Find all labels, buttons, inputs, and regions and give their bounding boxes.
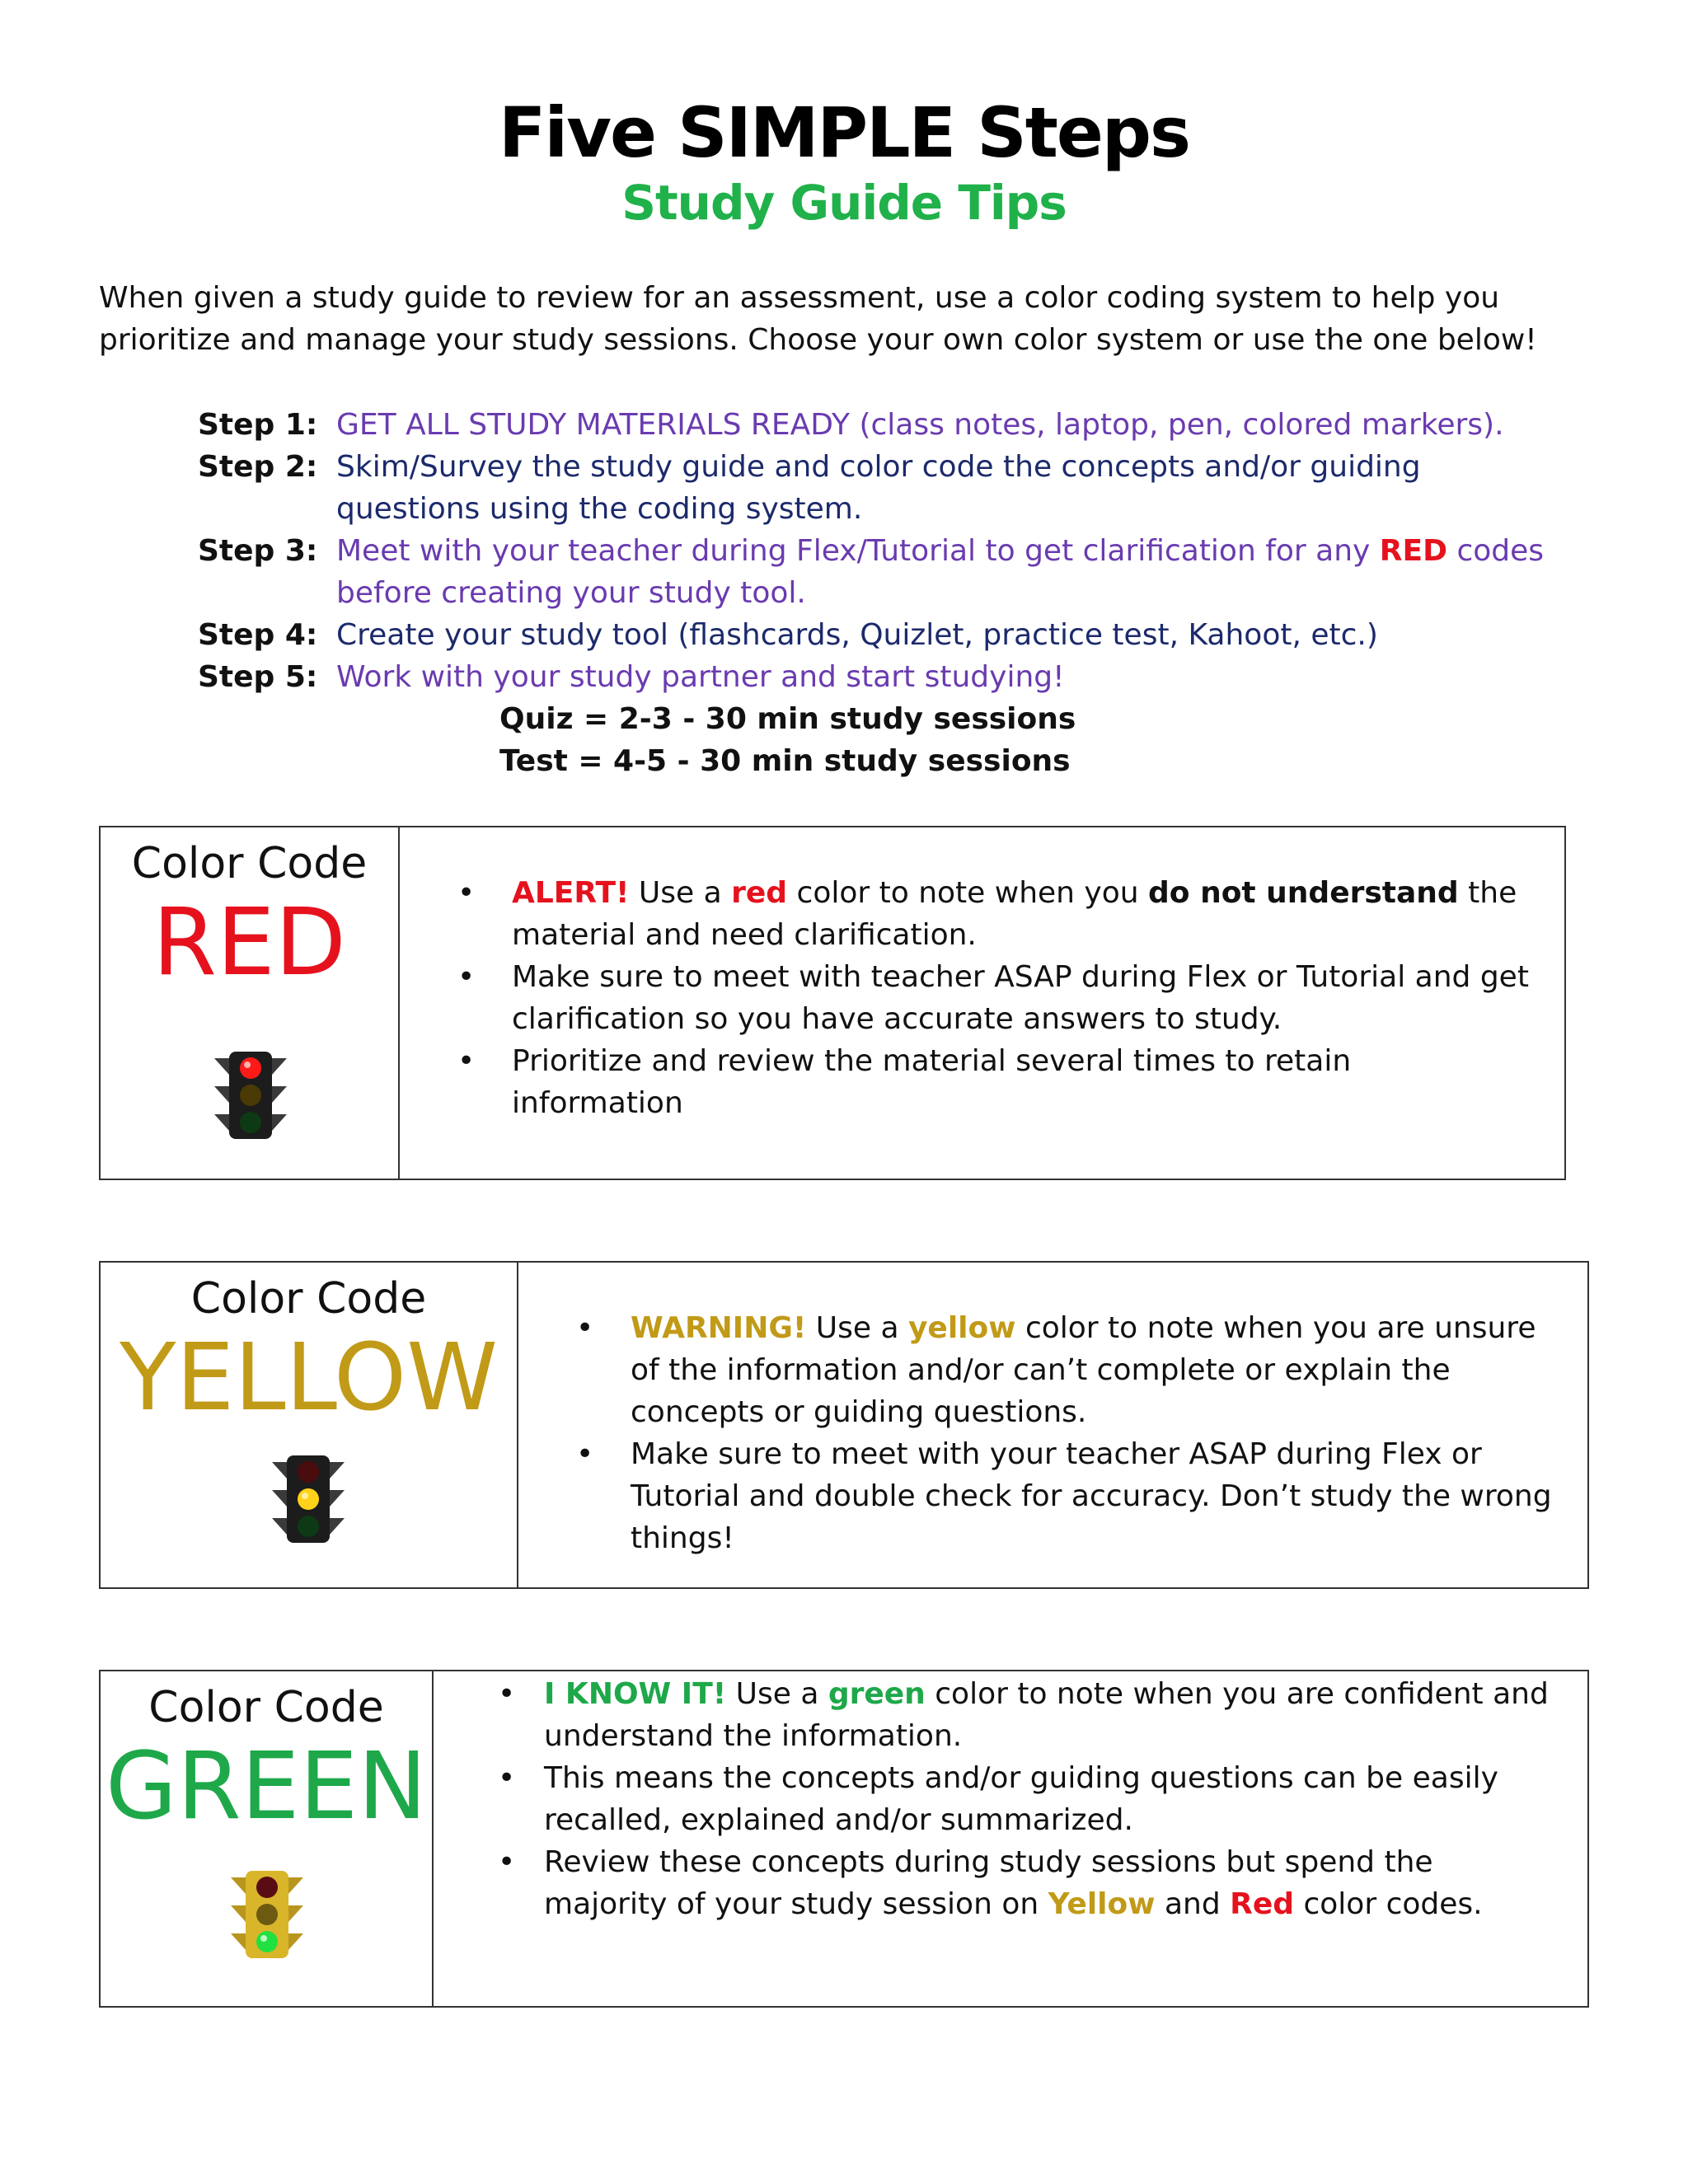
green-keyword: green [828,1677,926,1711]
steps-list [198,404,1550,782]
text-part: Use a [726,1677,828,1711]
color-code-green-box [99,1670,1589,2008]
page-title: Five SIMPLE Steps [499,92,1189,173]
color-code-yellow-bullets [518,1263,1587,1587]
color-code-green-panel [101,1671,434,2006]
text-part: color to note when you [787,876,1149,910]
red-keyword: red [731,876,788,910]
step-label: Step 3: [198,534,318,568]
traffic-light-yellow-icon [269,1454,348,1548]
text-part: and [1155,1887,1231,1921]
know-it-tag: I KNOW IT! [544,1677,727,1711]
step-4 [198,614,1550,656]
text-part: Use a [806,1311,908,1345]
step-5 [198,656,1550,698]
step-text-part: codes before creating your study tool. [336,534,1545,610]
quiz-sessions: Quiz = 2-3 - 30 min study sessions [499,702,1076,736]
step-text: Skim/Survey the study guide and color code the concepts and/or guiding questions using the coding system. [336,450,1421,526]
list-item [434,1673,1554,1757]
test-sessions: Test = 4-5 - 30 min study sessions [499,744,1071,778]
step-label: Step 5: [198,660,318,694]
red-keyword: Red [1230,1887,1295,1921]
color-code-label: Color Code [190,1274,427,1324]
text-part: the material and need clarification. [512,876,1517,952]
color-code-red-bullets [400,827,1564,1179]
step-text-part: Meet with your teacher during Flex/Tutorial to get clarification for any [336,534,1380,568]
step-label: Step 4: [198,618,318,652]
step-label: Step 1: [198,408,318,442]
intro-paragraph: When given a study guide to review for an assessment, use a color coding system to help you prioritize and manage your study sessions. Choose your own color system or use the one below! [99,281,1537,357]
color-code-word: RED [152,889,346,996]
text-part: Review these concepts during study sessions but spend the majority of your study session on [544,1845,1433,1921]
step-label: Step 2: [198,450,318,484]
step-text: Work with your study partner and start studying! [336,660,1065,694]
list-item [518,1307,1554,1433]
text-part: color codes. [1294,1887,1483,1921]
list-item: • Make sure to meet with your teacher ASAP during Flex or Tutorial and double check for accuracy. Don’t study the wrong things! [518,1433,1554,1559]
traffic-light-red-icon [211,1050,290,1144]
list-item [434,1841,1554,1925]
step-1 [198,404,1550,446]
list-item: • Prioritize and review the material several times to retain information [400,1040,1531,1124]
text-part: color to note when you are confident and understand the information. [544,1677,1549,1753]
text-part: color to note when you are unsure of the information and/or can’t complete or explain the concepts or guiding questions. [631,1311,1536,1429]
color-code-green-bullets [434,1671,1587,2006]
step-2 [198,446,1550,530]
list-item [400,872,1531,956]
color-code-red-box [99,826,1566,1180]
list-item: • Make sure to meet with teacher ASAP during Flex or Tutorial and get clarification so you have accurate answers to study. [400,956,1531,1040]
step-red-keyword: RED [1379,534,1447,568]
step-text: GET ALL STUDY MATERIALS READY (class notes, laptop, pen, colored markers). [336,408,1504,442]
yellow-keyword: yellow [907,1311,1016,1345]
alert-tag: ALERT! [512,876,630,910]
page-subtitle: Study Guide Tips [621,175,1067,231]
list-item: • This means the concepts and/or guiding questions can be easily recalled, explained and/or summarized. [434,1757,1554,1841]
color-code-word: YELLOW [120,1324,498,1432]
color-code-red-panel [101,827,400,1179]
step-text: Create your study tool (flashcards, Quizlet, practice test, Kahoot, etc.) [336,618,1378,652]
step-3 [198,530,1550,614]
warning-tag: WARNING! [631,1311,807,1345]
color-code-label: Color Code [148,1683,384,1732]
bold-phrase: do not understand [1148,876,1459,910]
color-code-yellow-panel [101,1263,518,1587]
color-code-yellow-box [99,1261,1589,1589]
color-code-label: Color Code [131,839,368,888]
text-part: Use a [629,876,732,910]
step-text [336,530,1550,614]
color-code-word: GREEN [106,1733,427,1840]
yellow-keyword: Yellow [1048,1887,1156,1921]
traffic-light-green-icon [227,1869,307,1963]
